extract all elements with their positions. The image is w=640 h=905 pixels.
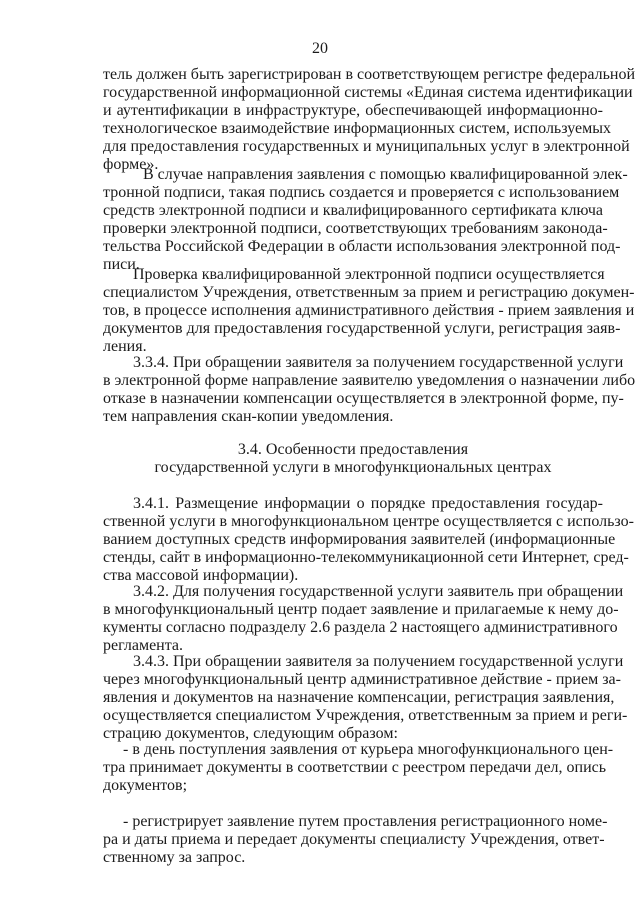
text-line: через многофункциональный центр административное действие - прием за- [103,671,621,688]
text-line: проверки электронной подписи, соответствующих требованиям законода- [103,220,608,237]
paragraph [103,813,608,867]
paragraph [103,495,634,585]
text-line: 3.4.3. При обращении заявителя за получением государственной услуги [133,653,624,670]
text-line: ства массовой информации). [103,567,299,584]
text-line: явления и документов на назначение компенсации, регистрация заявления, [103,689,615,706]
text-line: 3.4.1. Размещение информации о порядке предоставления государ- [133,495,603,512]
text-line: отказе в назначении компенсации осуществляется в электронной форме, пу- [103,390,624,407]
text-line: государственной услуги в многофункциональных центрах [154,459,552,476]
text-line: 3.3.4. При обращении заявителя за получением государственной услуги [133,354,624,371]
text-line: тельства Российской Федерации в области использования электронной под- [103,238,621,255]
text-line: тра принимает документы в соответствии с реестром передачи дел, опись [103,759,607,776]
text-line: - регистрирует заявление путем проставления регистрационного номе- [123,813,608,830]
text-line: писи. [103,256,140,273]
text-line: для предоставления государственных и муниципальных услуг в электронной [103,138,630,155]
section-heading [103,441,603,477]
text-line: ванием доступных средств информирования заявителей (информационные [103,531,616,548]
text-line: тем направления скан-копии уведомления. [103,408,394,425]
text-line: Проверка квалифицированной электронной подписи осуществляется [133,266,605,283]
paragraph [103,354,636,426]
text-line: осуществляется специалистом Учреждения, ответственным за прием и реги- [103,707,628,724]
text-line: регламента. [103,637,184,654]
text-line: ра и даты приема и передает документы специалисту Учреждения, ответ- [103,831,605,848]
text-line: - в день поступления заявления от курьера многофункционального цен- [123,741,614,758]
paragraph [103,266,635,356]
text-line: документов для предоставления государственной услуги, регистрация заяв- [103,320,621,337]
text-line: ственному за запрос. [103,849,246,866]
text-line: в электронной форме направление заявителю уведомления о назначении либо [103,372,636,389]
text-line: форме». [103,156,159,173]
paragraph [103,653,628,743]
text-line: специалистом Учреждения, ответственным за прием и регистрацию докумен- [103,284,635,301]
text-line: документов; [103,777,188,794]
text-line: государственной информационной системы «Единая система идентификации [103,84,633,101]
text-line: тов, в процессе исполнения административного действия - прием заявления и [103,302,635,319]
paragraph [103,583,624,655]
text-line: ления. [103,338,147,355]
paragraph [103,66,636,174]
text-line: тронной подписи, такая подпись создается и проверяется с использованием [103,184,620,201]
text-line: тель должен быть зарегистрирован в соответствующем регистре федеральной [103,66,636,83]
paragraph [103,166,628,274]
text-line: стенды, сайт в информационно-телекоммуникационной сети Интернет, сред- [103,549,629,566]
text-line: технологическое взаимодействие информационных систем, используемых [103,120,611,137]
text-line: 3.4. Особенности предоставления [237,441,469,458]
text-line: в многофункциональный центр подает заявление и прилагаемые к нему до- [103,601,619,618]
paragraph [103,741,614,795]
text-line: ственной услуги в многофункциональном центре осуществляется с использо- [103,513,634,530]
text-line: страцию документов, следующим образом: [103,725,398,742]
text-line: средств электронной подписи и квалифицированного сертификата ключа [103,202,603,219]
page-number: 20 [312,40,328,57]
text-line: 3.4.2. Для получения государственной услуги заявитель при обращении [133,583,624,600]
text-line: кументы согласно подразделу 2.6 раздела 2 настоящего административного [103,619,618,636]
text-line: и аутентификации в инфраструктуре, обеспечивающей информационно- [103,102,603,119]
text-line: В случае направления заявления с помощью квалифицированной элек- [143,166,628,183]
